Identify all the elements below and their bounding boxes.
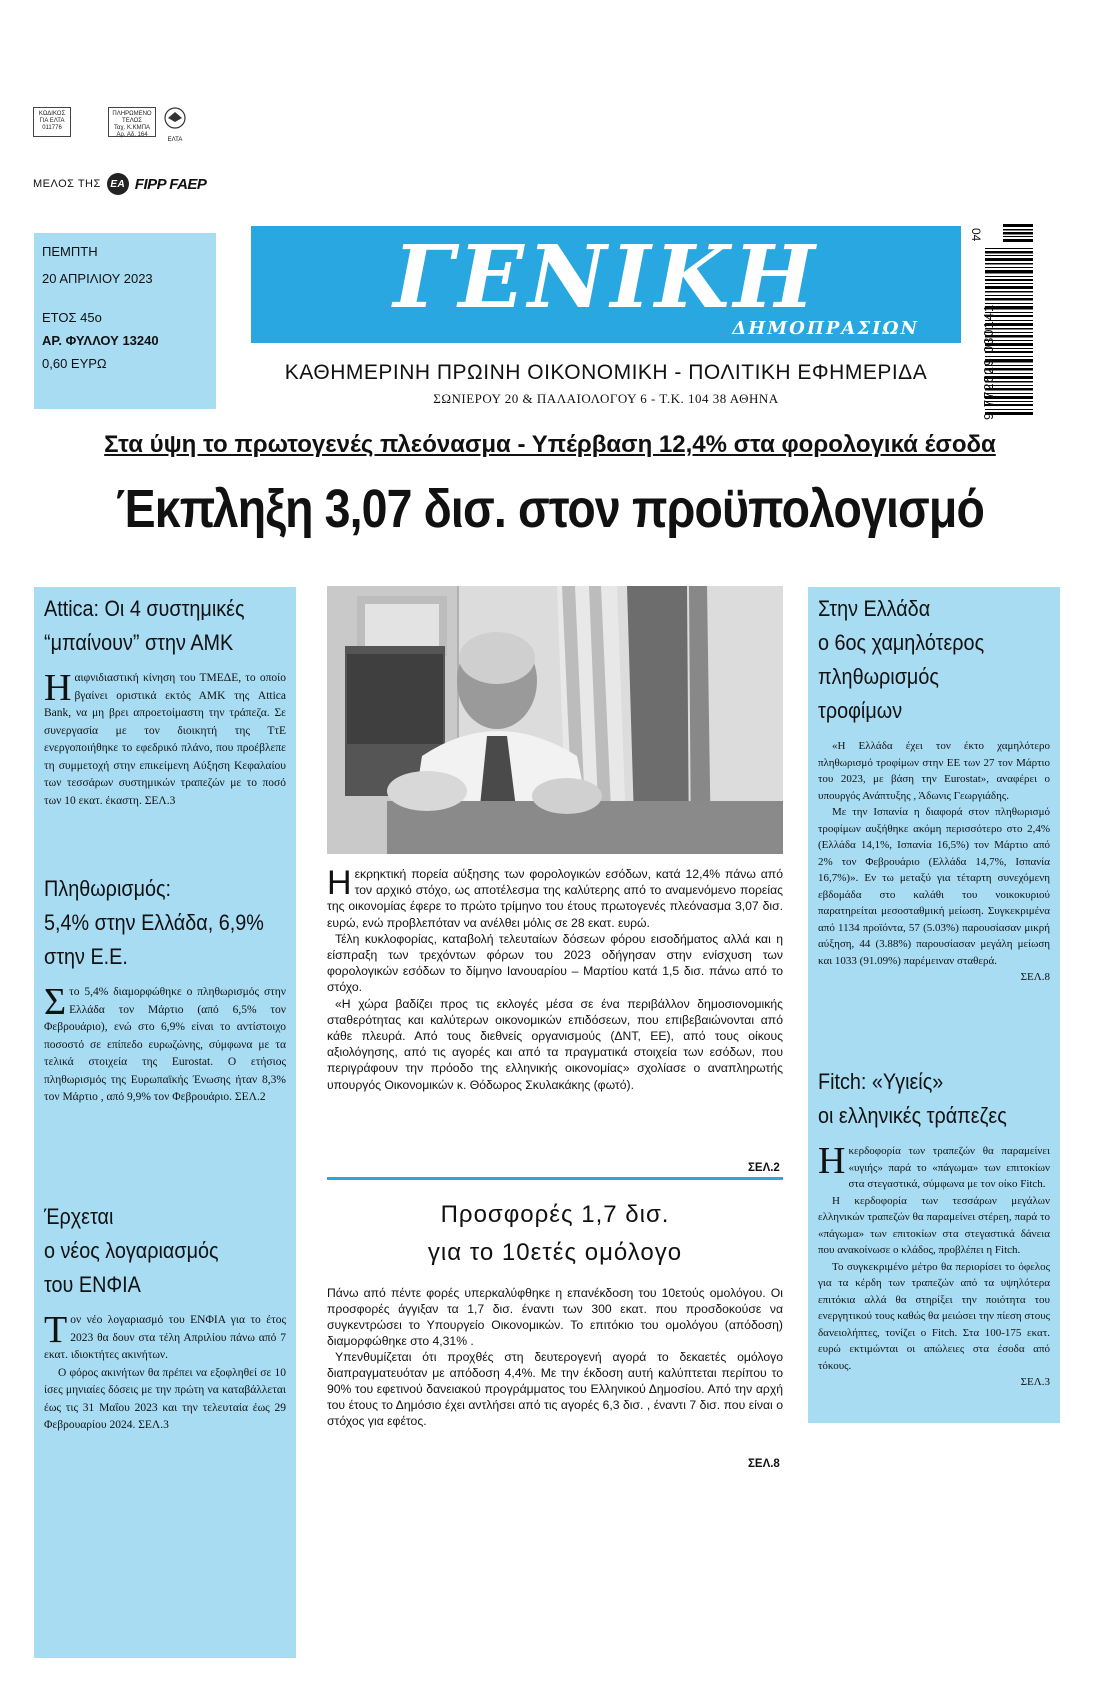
main-headline: Έκπληξη 3,07 δισ. στον προϋπολογισμό	[116, 479, 984, 539]
story-body: Τον νέο λογαριασμό του ΕΝΦΙΑ για το έτος 2023 θα δουν στα τέλη Απριλίου πάνω από 7 εκατ. ιδιοκτήτες ακινήτων. Ο φόρος ακινήτων θα πρέπει να εξοφληθεί σε 10 ίσες μηνιαίες δόσεις με την πρώτη να καταβάλλεται έως τις 31 Μαΐου 2023 και την τελευταία έως 29 Φεβρουαρίου 2024. ΣΕΛ.3	[44, 1309, 286, 1431]
issue-sheet-number: ΑΡ. ΦΥΛΛΟΥ 13240	[42, 333, 159, 348]
issue-info-box	[34, 233, 216, 409]
page-reference: ΣΕΛ.8	[1020, 971, 1050, 983]
member-orgs: FIPP FAEP	[134, 175, 207, 193]
story-title: “μπαίνουν” στην ΑΜΚ	[44, 630, 234, 655]
masthead	[251, 226, 961, 343]
story-title: Πληθωρισμός:	[44, 876, 172, 901]
story-enfia	[44, 1200, 286, 1435]
bonds-title: Προσφορές 1,7 δισ. για το 10ετές ομόλογο	[427, 1201, 683, 1266]
right-column	[808, 587, 1060, 1423]
drop-cap: Η	[327, 864, 352, 902]
story-title: του ΕΝΦΙΑ	[44, 1272, 141, 1297]
postal-code-stamp: ΚΩΔΙΚΟΣ ΓΙΑ ΕΛΤΑ 011776	[33, 107, 71, 137]
story-title: ο νέος λογαριασμός	[44, 1238, 219, 1263]
left-column	[34, 587, 296, 1658]
barcode-issue-number: 04	[969, 228, 983, 242]
bonds-body: Πάνω από πέντε φορές υπερκαλύφθηκε η επανέκδοση του 10ετούς ομολόγου. Οι προσφορές άγγιξαν τα 1,7 δισ. έναντι των 300 εκατ. που προσδοκούσε να συγκεντρώσει το Υπουργείο Οικονομικών. Το επιτόκιο του ομολόγου (απόδοση) διαμορφώθηκε στο 4,31% . Υπενθυμίζεται ότι προχθές στη δευτερογενή αγορά το δεκαετές ομόλογο διαπραγματευόταν με απόδοση 4,4%. Με την έκδοση αυτή καλύπτεται περίπου το 90% του εφετινού δανειακού προγράμματος του Ελληνικού Δημοσίου. Από την αρχή του έτους το Δημόσιο έχει αντλήσει από τις αγορές 6,3 δισ. , έναντι 7 δισ. που είναι ο στόχος για εφέτος.	[327, 1286, 783, 1428]
story-title: τροφίμων	[818, 698, 903, 723]
story-title: Fitch: «Υγιείς»	[818, 1069, 944, 1094]
story-title: πληθωρισμός	[818, 664, 939, 689]
issue-price: 0,60 ΕΥΡΩ	[42, 356, 107, 371]
story-attica	[44, 592, 286, 810]
masthead-address: ΣΩΝΙΕΡΟΥ 20 & ΠΑΛΑΙΟΛΟΓΟΥ 6 - Τ.Κ. 104 38 ΑΘΗΝΑ	[433, 391, 779, 406]
masthead-tagline: ΚΑΘΗΜΕΡΙΝΗ ΠΡΩΙΝΗ ΟΙΚΟΝΟΜΙΚΗ - ΠΟΛΙΤΙΚΗ ΕΦΗΜΕΡΙΔΑ	[284, 361, 928, 384]
drop-cap: Τ	[44, 1309, 68, 1351]
story-title: Attica: Οι 4 συστημικές	[44, 596, 245, 621]
story-title: ο 6ος χαμηλότερος	[818, 630, 985, 655]
drop-cap: Σ	[44, 981, 67, 1023]
story-title: Έρχεται	[44, 1204, 114, 1229]
story-title: στην Ε.Ε.	[44, 944, 128, 969]
story-inflation	[44, 872, 286, 1107]
member-line	[33, 173, 206, 195]
story-body: Η αιφνιδιαστική κίνηση του ΤΜΕΔΕ, το οποίο βγαίνει οριστικά εκτός ΑΜΚ της Attica Bank, να μη βρει απροετοίμαστη την τράπεζα. Σε συνεργασία με τον διοικητή της ΤτΕ ενεργοποιήθηκε το εφεδρικό πλάνο, που προέβλεπε τη συμμετοχή στην επικείμενη Αύξηση Κεφαλαίου των τεσσάρων συστημικών τραπεζών με το ποσό των 10 εκατ. έκαστη. ΣΕΛ.3	[44, 667, 286, 807]
elta-logo: ΕΛΤΑ	[158, 104, 192, 138]
page-reference: ΣΕΛ.3	[1020, 1376, 1050, 1388]
kicker: Στα ύψη το πρωτογενές πλεόνασμα - Υπέρβαση 12,4% στα φορολογικά έσοδα	[104, 431, 996, 458]
masthead-subtitle: ΔΗΜΟΠΡΑΣΙΩΝ	[732, 318, 919, 339]
masthead-title: ΓΕΝΙΚΗ	[393, 227, 819, 328]
story-body: Στο 5,4% διαμορφώθηκε ο πληθωρισμός στην Ελλάδα τον Μάρτιο (από 6,5% τον Φεβρουάριο), ενώ στο 6,9% είναι το αντίστοιχο ποσοστό σε επίπεδο ευρωζώνης, σύμφωνα με τα τελικά στοιχεία της Eurostat. Ο ετήσιος πληθωρισμός της Ευρωπαϊκής Ένωσης ήταν 8,3% τον Μάρτιο , από 9,9% τον Φεβρουάριο. ΣΕΛ.2	[44, 981, 286, 1103]
issue-date: 20 ΑΠΡΙΛΙΟΥ 2023	[42, 271, 153, 286]
story-title: 5,4% στην Ελλάδα, 6,9%	[44, 910, 264, 935]
issue-year: ΕΤΟΣ 45ο	[42, 310, 102, 325]
divider	[327, 1177, 783, 1180]
story-body: «Η Ελλάδα έχει τον έκτο χαμηλότερο πληθωρισμό τροφίμων στην ΕΕ των 27 τον Μάρτιο του 2023, με βάση την Eurostat», αναφέρει ο υπουργός Ανάπτυξης , Άδωνις Γεωργιάδης. Με την Ισπανία η διαφορά στον πληθωρισμό τροφίμων αυξήθηκε ακόμη περισσότερο στο 2,4% (Ελλάδα 14,1%, Ισπανία 16,5%) τον Μάρτιο από 2% τον Φεβρουάριο (Ελλάδα 14,7%, Ισπανία 16,7%)». Εν τω μεταξύ για τέταρτη συνεχόμενη εβδομάδα στο καλάθι του νοικοκυριού παρατηρείται μεσοσταθμική μείωση. Συγκεκριμένα από 1134 προϊόντα, 57 (5.03%) παρουσίασαν μικρή αύξηση, 44 (3.88%) παρουσίασαν μεγάλη μείωση και 1033 (91.09%) παρέμειναν σταθερά. ΣΕΛ.8	[818, 738, 1050, 986]
barcode	[969, 222, 1035, 422]
postage-paid-stamp: ΠΛΗΡΩΜΕΝΟ ΤΕΛΟΣ Ταχ. Κ.ΚΜΠΑ Αρ. Αδ. 164	[108, 107, 156, 137]
member-label: ΜΕΛΟΣ ΤΗΣ	[33, 178, 101, 190]
story-food-inflation	[818, 592, 1050, 986]
story-fitch	[818, 1065, 1050, 1391]
drop-cap: Η	[818, 1140, 846, 1182]
page-reference: ΣΕΛ.8	[748, 1458, 780, 1470]
story-title: οι ελληνικές τράπεζες	[818, 1103, 1007, 1128]
page-reference: ΣΕΛ.2	[748, 1162, 780, 1174]
story-body: Η κερδοφορία των τραπεζών θα παραμείνει «υγιής» παρά το «πάγωμα» των επιτοκίων στα στεγαστικά, σύμφωνα με τον οίκο Fitch. Η κερδοφορία των τεσσάρων μεγάλων ελληνικών τραπεζών θα παραμείνει στέρεη, παρά το «πάγωμα» των επιτοκίων στα στεγαστικά δάνεια που ανακοίνωσε ο κλάδος, προβλέπει η Fitch. Το συγκεκριμένο μέτρο θα περιορίσει το όφελος για τα κέρδη των τραπεζών από τα υψηλότερα επιτόκια αλλά θα στηρίξει την ποιότητα του ενεργητικού τους καθώς θα μειώσει την πίεση στους δανειολήπτες, τονίζει ο Fitch. Στα 100-175 εκατ. ευρώ εκτιμώνται οι απώλειες στα έσοδα από τόκους. ΣΕΛ.3	[818, 1143, 1050, 1391]
lead-story-body: Η εκρηκτική πορεία αύξησης των φορολογικών εσόδων, κατά 12,4% πάνω από τον αρχικό στόχο, ως αποτέλεσμα της καλύτερης από το αναμενόμενο πορείας της οικονομίας έφερε το πρώτο τρίμηνο του έτους πρωτογενές πλεόνασμα 3,07 δισ. ευρώ, ενώ προβλεπόταν να ανέλθει μόλις σε 28 εκατ. ευρώ. Τέλη κυκλοφορίας, καταβολή τελευταίων δόσεων φόρου εισοδήματος αλλά και η είσπραξη των τρεχόντων φόρων του 2023 οδήγησαν στην ενίσχυση των φορολογικών εσόδων το δίμηνο Ιανουαρίου – Μαρτίου κατά 1,5 δισ. πάνω από το στόχο. «Η χώρα βαδίζει προς τις εκλογές μέσα σε ένα περιβάλλον δημοσιονομικής σταθερότητας και καλύτερων οικονομικών επιδόσεων, που επιβεβαιώνονται από κάθε πλευρά. Από τους διεθνείς οργανισμούς (ΔΝΤ, ΕΕ), από τους οίκους αξιολόγησης, από τις αγορές και από τα πραγματικά στοιχεία των εσόδων, που περιγράφουν την πρόοδο της ελληνικής οικονομίας» σχολίασε ο αναπληρωτής υπουργός Οικονομικών κ. Θόδωρος Σκυλακάκης (φωτό).	[327, 864, 783, 1092]
issue-day: ΠΕΜΠΤΗ	[42, 244, 98, 259]
barcode-digits: 9 772529 030141	[981, 303, 996, 420]
ean-logo-icon: EA	[107, 173, 129, 195]
story-title: Στην Ελλάδα	[818, 596, 931, 621]
minister-photo	[327, 586, 783, 854]
drop-cap: Η	[44, 667, 72, 709]
